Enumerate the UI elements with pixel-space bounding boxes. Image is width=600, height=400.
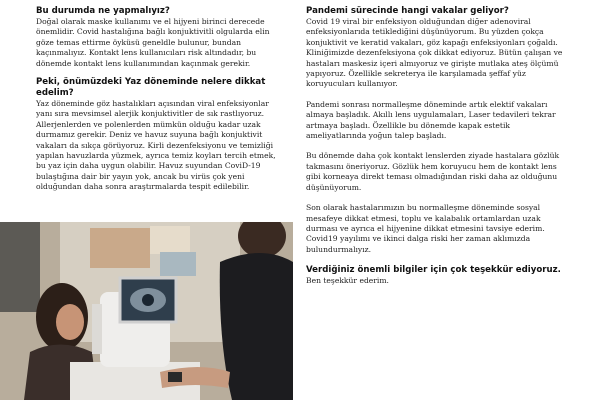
left-column [36, 6, 286, 193]
clinic-photo [0, 222, 293, 400]
paragraph-reply: Ben teşekkür ederim. [306, 276, 389, 286]
heading-what-to-do: Bu durumda ne yapmalıyız? [36, 6, 170, 16]
paragraph-glasses: Bu dönemde daha çok kontakt lenslerden ziyade hastalara gözlük takmasını öneriyoruz. Gözlük hem koruyucu hem de kontakt lens gibi korneaya direkt teması olmadığından riski daha az olduğunu düşünüyorum. [306, 151, 560, 192]
right-column [306, 6, 570, 287]
paragraph-hygiene: Doğal olarak maske kullanımı ve el hijyeni birinci derecede önemlidir. Covid hastalığına bağlı konjuktivitli olgularda elin göze temas ettirme öyküsü geneldle bulunur, bundan kaçınmalıyız. Kontakt lens kullanıcıları risk altındadır, bu dönemde kontakt lens kullanımından kaçınmak gerekir. [36, 17, 270, 68]
heading-summer: Peki, önümüzdeki Yaz döneminde nelere dikkat edelim? [36, 77, 266, 99]
heading-thanks: Verdiğiniz önemli bilgiler için çok teşekkür ediyoruz. [306, 265, 561, 276]
paragraph-advice: Son olarak hastalarımızın bu normalleşme döneminde sosyal mesafeye dikkat etmesi, toplu ve kalabalık ortamlardan uzak durması ve ayrıca el hijyenine dikkat etmesini tavsiye ederim. Covid19 yayılımı ve ikinci dalga riski her zaman aklımızda bulundurmalıyız. [306, 203, 545, 254]
heading-pandemic-cases: Pandemi sürecinde hangi vakalar geliyor? [306, 6, 509, 16]
paragraph-normalization: Pandemi sonrası normalleşme döneminde artık elektif vakaları almaya başladık. Akıllı lens uygulamaları, Laser tedavileri tekrar artmaya başladı. Özellikle bu dönemde kapak estetik ameliyatlarında yoğun talep başladı. [306, 99, 556, 141]
paragraph-summer: Yaz döneminde göz hastalıkları açısından viral enfeksiyonlar yanı sıra mevsimsel alerjik konjuktivitler de sık rastlıyoruz. Allerjenlerden ve polenlerden mümkün olduğu kadar uzak durmamız gerekir. Deniz ve havuz suyuna bağlı konjuktivit vakaları da sıkça görüyoruz. Kirli dezenfeksiyonu ve temizliği yapılan havuzlarda yüzmek, ayrıca temiz koyları tercih etmek, bu yaz için daha uygun olabilir. Havuz suyundan CoviD-19 bulaştığına dair bir yayın yok, ancak bu virüs çok yeni olduğundan daha sonra araştırmalarda tespit edilebilir. [36, 99, 276, 192]
paragraph-cases: Covid 19 viral bir enfeksiyon olduğundan diğer adenoviral enfeksiyonlarıda tetiklediğini düşünüyorum. Bu yüzden çokça konjuktivit ve keratid vakaları, göz kapağı enfeksiyonları çoğaldı. Kliniğimizde dezenfeksiyona çok dikkat ediyoruz. Bütün çalışan ve hastaları maskesiz içeri almıyoruz ve girişte mutlaka ateş ölçümü yapıyoruz. Özellikle sekreterya ile karşılamada şeffaf yüz koruyucuları kullanıyor. [306, 17, 563, 89]
